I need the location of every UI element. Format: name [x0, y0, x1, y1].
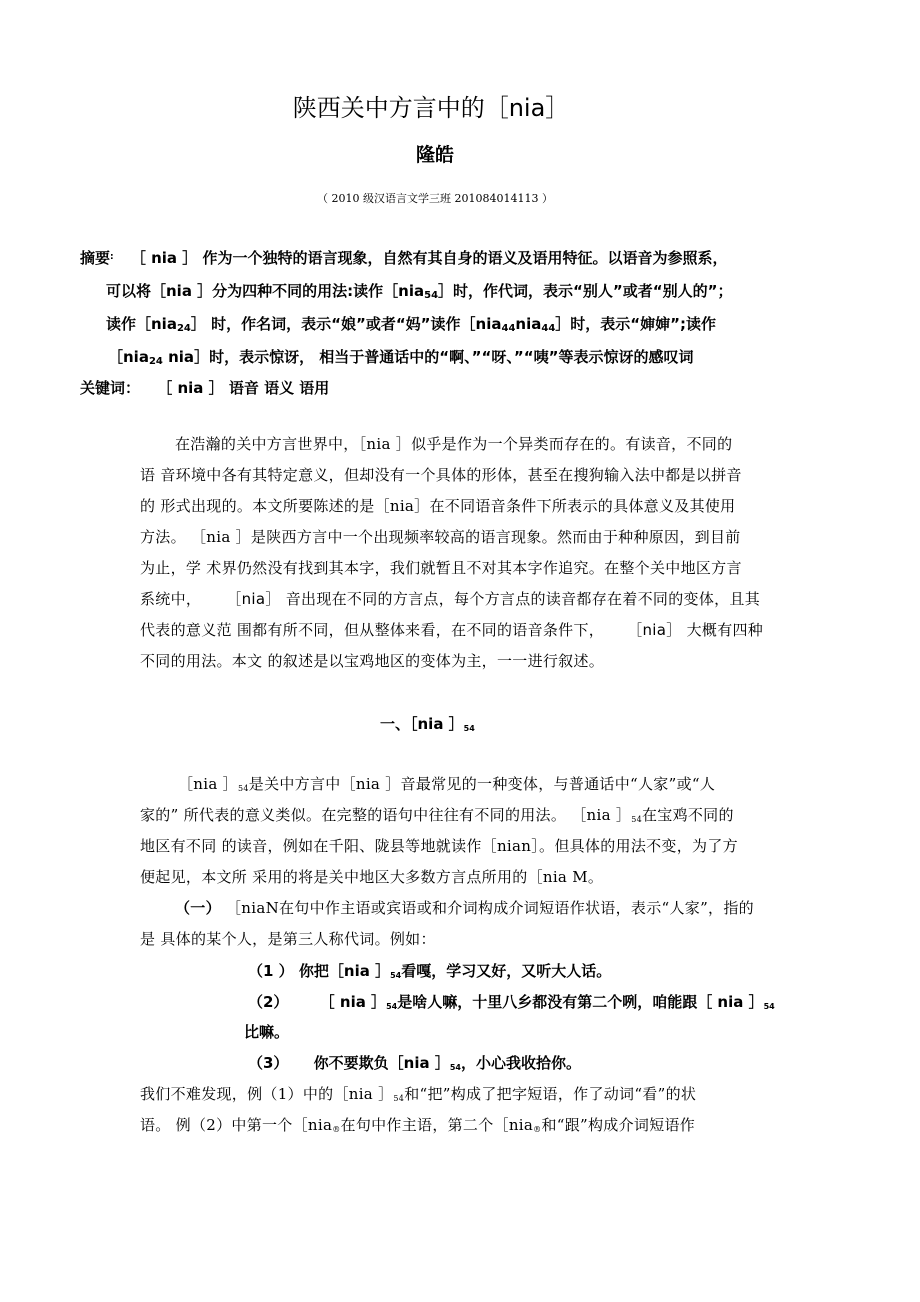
- nia-term: nia: [515, 315, 542, 333]
- abstract-text: ］时，表示“婶婶”;读作: [555, 315, 716, 333]
- body-text: 系统中，: [140, 590, 202, 608]
- body-line: [140, 588, 760, 609]
- paper-title: 陕西关中方言中的［nia］: [292, 94, 570, 122]
- section-heading-text: 一、［nia ］: [380, 715, 464, 733]
- tone-mark: 54: [386, 1002, 398, 1011]
- example-number: （3）: [248, 1054, 289, 1072]
- example-number: （1 ）: [248, 962, 294, 980]
- body-text: 音出现在不同的方言点，每个方言点的读音都存在着不同的变体，且其: [285, 590, 761, 608]
- example-item: [248, 991, 775, 1012]
- body-line: [140, 1114, 695, 1135]
- body-text: 家的” 所代表的意义类似。在完整的语句中往往有不同的用法。 ［nia ］: [140, 806, 632, 824]
- body-line: [140, 1083, 696, 1104]
- body-text: 语。 例（2）中第一个［nia: [140, 1116, 333, 1134]
- body-line: 语 音环境中各有其特定意义，但却没有一个具体的形体，甚至在搜狗输入法中都是以拼音: [140, 466, 742, 484]
- abstract-text: 时，表示惊讶， 相当于普通话中的“啊、”“呀、”“咦”等表示惊讶的感叹词: [209, 348, 694, 366]
- tone-mark: ®: [332, 1125, 341, 1134]
- body-line: 便起见，本文所 采用的将是关中地区大多数方言点所用的［nia M。: [140, 868, 604, 886]
- example-text: ，小心我收拾你。: [460, 1054, 581, 1072]
- abstract-colon: :: [110, 252, 114, 262]
- abstract-text: ］时，作代词，表示“别人”或者“别人的”；: [438, 282, 733, 300]
- keywords-terms: ［ nia ］ 语音 语义 语用: [157, 379, 330, 397]
- body-text: 大概有四种: [686, 621, 764, 639]
- example-item: [248, 1052, 581, 1073]
- example-text: 你把［nia ］: [298, 962, 391, 980]
- body-text: ［niaN在句中作主语或宾语或和介词构成介词短语作状语，表示“人家”，指的: [225, 899, 754, 917]
- author-name: 隆皓: [415, 144, 454, 166]
- abstract-line-4: [108, 346, 693, 367]
- body-line: [175, 897, 754, 918]
- abstract-label: 摘要: [80, 249, 111, 267]
- example-continuation: 比嘛。: [244, 1023, 290, 1041]
- tone-mark: 44: [501, 323, 516, 334]
- tone-mark: 54: [463, 724, 475, 733]
- nia-term: ［ nia ］: [130, 249, 198, 267]
- nia-term: ［nia ］: [178, 775, 238, 793]
- tone-mark: 54: [393, 1094, 405, 1103]
- tone-mark: ®: [533, 1125, 542, 1134]
- body-text: 和“把”构成了把字短语，作了动词“看”的状: [404, 1085, 697, 1103]
- body-line: [140, 619, 763, 640]
- author-affiliation: （ 2010 级汉语言文学三班 201084014113 ）: [317, 192, 553, 205]
- body-line: 为止，学 术界仍然没有找到其本字，我们就暂且不对其本字作追究。在整个关中地区方言: [140, 559, 742, 577]
- abstract-line-3: [106, 313, 716, 334]
- keywords-label: 关键词：: [80, 379, 141, 397]
- body-text: 是关中方言中［nia ］音最常见的一种变体，与普通话中“人家”或“人: [248, 775, 716, 793]
- abstract-text: 作为一个独特的语言现象，自然有其自身的语义及语用特征。以语音为参照系，: [202, 249, 728, 267]
- body-line: 的 形式出现的。本文所要陈述的是［nia］在不同语音条件下所表示的具体意义及其使用: [140, 497, 736, 515]
- body-line: 是 具体的某个人，是第三人称代词。例如：: [140, 930, 436, 948]
- body-line: [140, 804, 734, 825]
- nia-term: nia: [168, 348, 195, 366]
- nia-term: ［nia］: [226, 590, 281, 608]
- tone-mark: 54: [237, 784, 249, 793]
- keywords-line: [80, 377, 329, 398]
- abstract-line-2: [106, 280, 732, 301]
- abstract-text: 读作［nia: [106, 315, 177, 333]
- body-text: 在句中作主语，第二个［nia: [340, 1116, 534, 1134]
- abstract-line-1: [80, 247, 728, 268]
- tone-mark: 54: [631, 815, 642, 824]
- tone-mark: 24: [176, 323, 191, 334]
- nia-term: ［nia: [108, 348, 149, 366]
- nia-term: ［nia］: [627, 621, 682, 639]
- example-item: [248, 960, 611, 981]
- tone-mark: 54: [763, 1002, 775, 1011]
- example-text: 你不要欺负［nia ］: [313, 1054, 450, 1072]
- section-heading: [380, 713, 475, 734]
- body-line: 在浩瀚的关中方言世界中，［nia ］似乎是作为一个异类而存在的。有读音，不同的: [175, 435, 733, 453]
- tone-mark: 44: [541, 323, 556, 334]
- example-text: 是啥人嘛，十里八乡都没有第二个咧，咱能跟［ nia ］: [397, 993, 764, 1011]
- body-text: 我们不难发现，例（1）中的［nia ］: [140, 1085, 394, 1103]
- tone-mark: 24: [148, 356, 163, 367]
- example-number: （2）: [248, 993, 289, 1011]
- body-text: 在宝鸡不同的: [641, 806, 734, 824]
- tone-mark: 54: [424, 290, 439, 301]
- bracket: ］: [194, 348, 210, 366]
- subsection-label: （一）: [175, 899, 221, 917]
- body-line: 地区有不同 的读音，例如在千阳、陇县等地就读作［nian］。但具体的用法不变，为了方: [140, 837, 738, 855]
- example-text: ［ nia ］: [319, 993, 387, 1011]
- body-line: 不同的用法。本文 的叙述是以宝鸡地区的变体为主，一一进行叙述。: [140, 652, 605, 670]
- body-line: 方法。 ［nia ］是陕西方言中一个出现频率较高的语言现象。然而由于种种原因，到目前: [140, 528, 741, 546]
- abstract-text: ］ 时，作名词，表示“娘”或者“妈”读作［nia: [190, 315, 502, 333]
- body-text: 和“跟”构成介词短语作: [541, 1116, 696, 1134]
- abstract-text: 可以将［nia ］分为四种不同的用法:读作［nia: [106, 282, 425, 300]
- tone-mark: 54: [390, 971, 402, 980]
- tone-mark: 54: [449, 1063, 461, 1072]
- body-line: [178, 773, 715, 794]
- body-text: 代表的意义范 围都有所不同，但从整体来看，在不同的语音条件下，: [140, 621, 605, 639]
- example-text: 看嘎，学习又好，又听大人话。: [401, 962, 612, 980]
